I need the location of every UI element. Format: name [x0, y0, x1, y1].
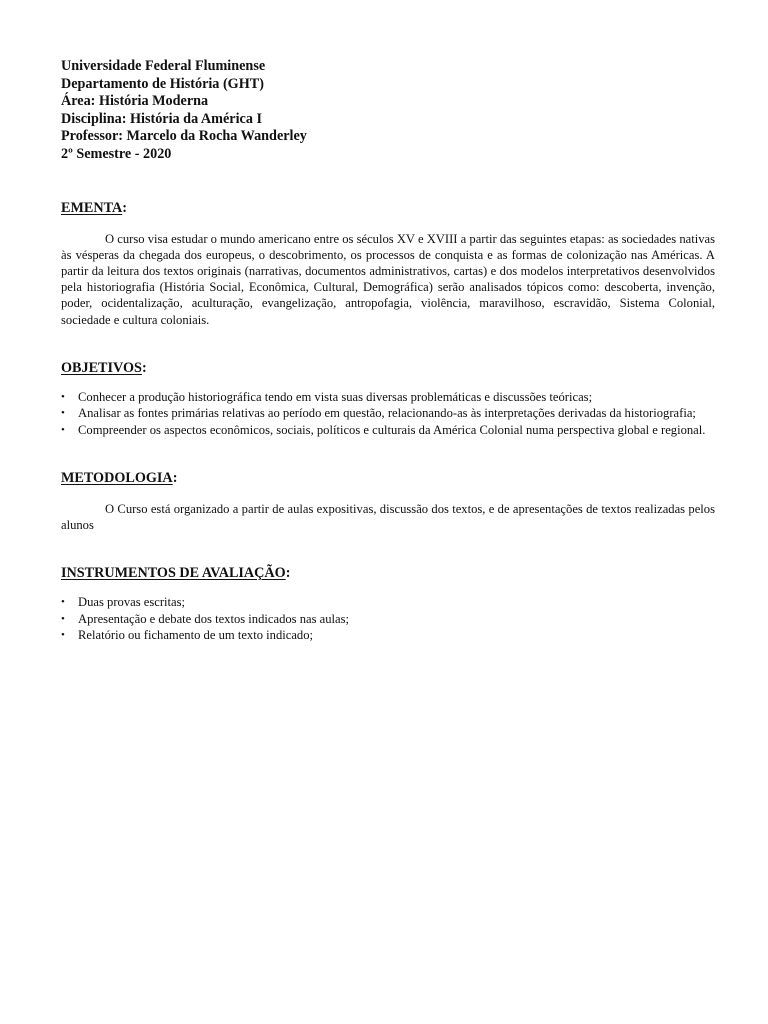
list-item — [61, 389, 715, 406]
bullet-icon: • — [61, 612, 65, 625]
list-item — [61, 611, 715, 628]
avaliacao-item-1: Duas provas escritas; — [78, 594, 186, 609]
avaliacao-item-3: Relatório ou fichamento de um texto indicado; — [78, 628, 314, 643]
ementa-paragraph: O curso visa estudar o mundo americano entre os séculos XV e XVIII a partir das seguintes etapas: as sociedades nativas às vésperas da chegada dos europeus, o descobrimento, os processos de conquista e as formas de colonização nas Américas. A partir da leitura dos textos originais (narrativas, documentos administrativos, cartas) e dos modelos interpretativos desenvolvidos pela historiografia (História Social, Econômica, Cultural, Demográfica) serão analisados tópicos como: descoberta, invenção, poder, ocidentalização, aculturação, evangelização, antropofagia, violência, maravilhoso, escravidão, Sistema Colonial, sociedade e cultura coloniais. — [61, 231, 715, 327]
header-university: Universidade Federal Fluminense — [61, 58, 266, 74]
header-professor: Professor: Marcelo da Rocha Wanderley — [61, 128, 307, 145]
objetivos-list — [61, 389, 715, 439]
avaliacao-heading-colon: : — [285, 564, 291, 581]
ementa-heading-text: EMENTA — [61, 199, 123, 216]
objetivos-heading-colon: : — [141, 359, 147, 376]
header-area: Área: História Moderna — [61, 93, 209, 110]
header-department: Departamento de História (GHT) — [61, 75, 264, 92]
section-avaliacao — [61, 565, 715, 644]
section-metodologia — [61, 470, 715, 533]
avaliacao-list — [61, 594, 715, 644]
objetivos-item-1: Conhecer a produção historiográfica tendo em vista suas diversas problemáticas e discussões teóricas; — [78, 389, 593, 404]
objetivos-heading-text: OBJETIVOS — [61, 359, 142, 376]
avaliacao-heading — [61, 565, 715, 582]
list-item — [61, 422, 715, 439]
objetivos-heading — [61, 360, 715, 377]
section-objetivos — [61, 360, 715, 439]
bullet-icon: • — [61, 595, 65, 608]
document-page — [61, 58, 715, 644]
ementa-heading — [61, 200, 715, 217]
document-header — [61, 58, 715, 164]
ementa-heading-colon: : — [122, 199, 127, 216]
avaliacao-heading-text: INSTRUMENTOS DE AVALIAÇÃO — [61, 564, 286, 581]
bullet-icon: • — [61, 629, 65, 642]
objetivos-item-2: Analisar as fontes primárias relativas ao período em questão, relacionando-as às interpretações derivadas da historiografia; — [78, 406, 696, 421]
metodologia-heading-text: METODOLOGIA — [61, 469, 173, 486]
objetivos-item-3: Compreender os aspectos econômicos, sociais, políticos e culturais da América Colonial numa perspectiva global e regional. — [78, 422, 706, 437]
list-item — [61, 594, 715, 611]
bullet-icon: • — [61, 407, 65, 420]
metodologia-heading-colon: : — [172, 469, 178, 486]
avaliacao-item-2: Apresentação e debate dos textos indicados nas aulas; — [78, 611, 350, 626]
header-semester: 2º Semestre - 2020 — [61, 145, 172, 162]
header-discipline: Disciplina: História da América I — [61, 110, 262, 127]
metodologia-paragraph: O Curso está organizado a partir de aulas expositivas, discussão dos textos, e de apresentações de textos realizadas pelos alunos — [61, 501, 715, 532]
list-item — [61, 405, 715, 422]
metodologia-heading — [61, 470, 715, 487]
list-item — [61, 627, 715, 644]
bullet-icon: • — [61, 390, 65, 403]
section-ementa — [61, 200, 715, 328]
bullet-icon: • — [61, 423, 65, 436]
